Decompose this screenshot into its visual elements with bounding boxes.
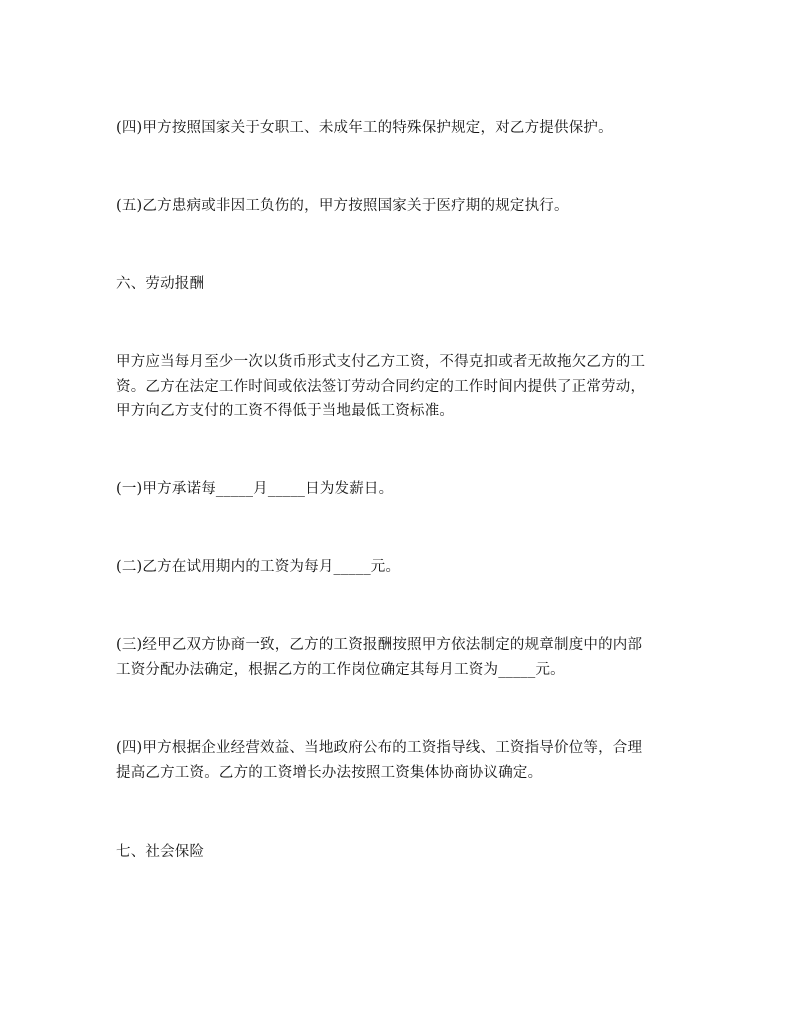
clause-1-payday <box>116 477 688 502</box>
text-line: 提高乙方工资。乙方的工资增长办法按照工资集体协商协议确定。 <box>116 764 543 781</box>
section-heading: 六、劳动报酬 <box>116 276 205 292</box>
text-line: (四)甲方根据企业经营效益、当地政府公布的工资指导线、工资指导价位等，合理 <box>116 740 643 756</box>
text-line: (四)甲方按照国家关于女职工、未成年工的特殊保护规定，对乙方提供保护。 <box>116 120 613 136</box>
text-line: (一)甲方承诺每_____月_____日为发薪日。 <box>116 481 394 497</box>
text-line: (三)经甲乙双方协商一致，乙方的工资报酬按照甲方依法制定的规章制度中的内部 <box>116 637 643 653</box>
text-line: (二)乙方在试用期内的工资为每月_____元。 <box>116 559 401 575</box>
clause-4-wage-increase <box>116 736 688 785</box>
text-line: 工资分配办法确定，根据乙方的工作岗位确定其每月工资为_____元。 <box>116 661 565 678</box>
text-line: 甲方向乙方支付的工资不得低于当地最低工资标准。 <box>116 403 455 419</box>
text-line: 资。乙方在法定工作时间或依法签订劳动合同约定的工作时间内提供了正常劳动， <box>116 378 646 395</box>
clause-4-female-minor-protection <box>116 116 688 141</box>
clause-2-probation-wage <box>116 555 688 580</box>
clause-5-medical-period <box>116 194 688 219</box>
section-heading-social-insurance <box>116 840 688 865</box>
clause-3-wage-determination <box>116 633 688 682</box>
text-line: (五)乙方患病或非因工负伤的，甲方按照国家关于医疗期的规定执行。 <box>116 198 569 214</box>
remuneration-intro-paragraph <box>116 350 688 424</box>
text-line: 甲方应当每月至少一次以货币形式支付乙方工资，不得克扣或者无故拖欠乙方的工 <box>116 354 646 370</box>
section-heading: 七、社会保险 <box>116 844 205 860</box>
section-heading-labor-remuneration <box>116 272 688 297</box>
